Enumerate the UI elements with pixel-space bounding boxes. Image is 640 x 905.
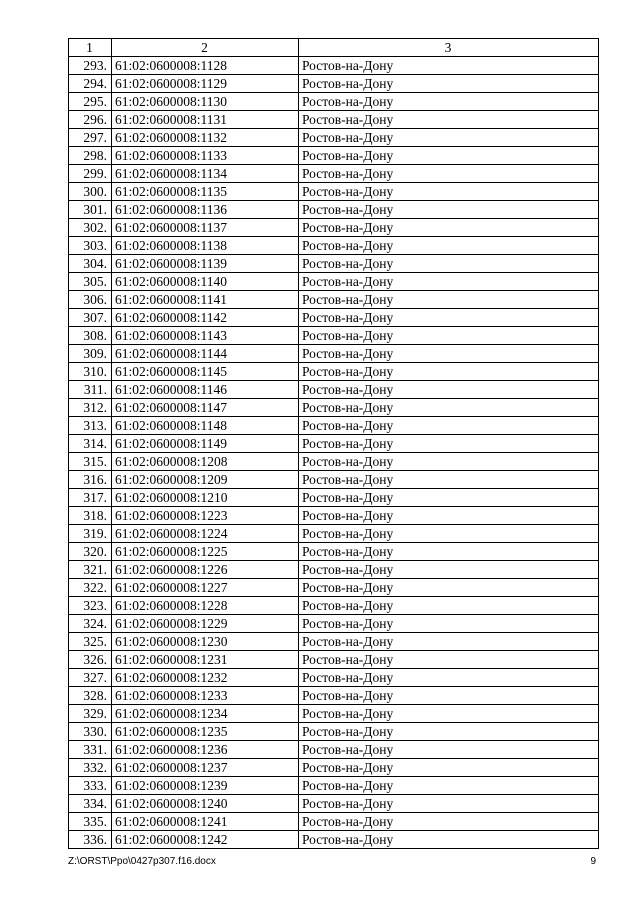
row-number-cell: 328. — [69, 687, 112, 705]
cadastral-number-cell: 61:02:0600008:1130 — [112, 93, 299, 111]
row-number-cell: 311. — [69, 381, 112, 399]
row-number-cell: 306. — [69, 291, 112, 309]
location-cell: Ростов-на-Дону — [299, 669, 599, 687]
row-number-cell: 314. — [69, 435, 112, 453]
table-row — [69, 147, 599, 165]
location-cell: Ростов-на-Дону — [299, 615, 599, 633]
row-number-cell: 321. — [69, 561, 112, 579]
table-row — [69, 579, 599, 597]
table-row — [69, 525, 599, 543]
location-cell: Ростов-на-Дону — [299, 633, 599, 651]
column-header-location: 3 — [299, 39, 599, 57]
location-cell: Ростов-на-Дону — [299, 471, 599, 489]
cadastral-number-cell: 61:02:0600008:1134 — [112, 165, 299, 183]
location-cell: Ростов-на-Дону — [299, 399, 599, 417]
row-number-cell: 307. — [69, 309, 112, 327]
location-cell: Ростов-на-Дону — [299, 687, 599, 705]
row-number-cell: 303. — [69, 237, 112, 255]
cadastral-number-cell: 61:02:0600008:1144 — [112, 345, 299, 363]
location-cell: Ростов-на-Дону — [299, 813, 599, 831]
location-cell: Ростов-на-Дону — [299, 417, 599, 435]
table-row — [69, 543, 599, 561]
location-cell: Ростов-на-Дону — [299, 507, 599, 525]
cadastral-number-cell: 61:02:0600008:1227 — [112, 579, 299, 597]
row-number-cell: 329. — [69, 705, 112, 723]
location-cell: Ростов-на-Дону — [299, 525, 599, 543]
table-row — [69, 129, 599, 147]
table-row — [69, 363, 599, 381]
table-body — [69, 57, 599, 849]
row-number-cell: 336. — [69, 831, 112, 849]
location-cell: Ростов-на-Дону — [299, 489, 599, 507]
table-row — [69, 237, 599, 255]
cadastral-number-cell: 61:02:0600008:1131 — [112, 111, 299, 129]
row-number-cell: 334. — [69, 795, 112, 813]
table-row — [69, 309, 599, 327]
table-row — [69, 183, 599, 201]
table-row — [69, 255, 599, 273]
location-cell: Ростов-на-Дону — [299, 777, 599, 795]
cadastral-number-cell: 61:02:0600008:1241 — [112, 813, 299, 831]
cadastral-number-cell: 61:02:0600008:1137 — [112, 219, 299, 237]
row-number-cell: 296. — [69, 111, 112, 129]
cadastral-number-cell: 61:02:0600008:1129 — [112, 75, 299, 93]
row-number-cell: 316. — [69, 471, 112, 489]
table-row — [69, 345, 599, 363]
location-cell: Ростов-на-Дону — [299, 345, 599, 363]
row-number-cell: 333. — [69, 777, 112, 795]
location-cell: Ростов-на-Дону — [299, 75, 599, 93]
row-number-cell: 322. — [69, 579, 112, 597]
row-number-cell: 335. — [69, 813, 112, 831]
cadastral-number-cell: 61:02:0600008:1226 — [112, 561, 299, 579]
row-number-cell: 325. — [69, 633, 112, 651]
row-number-cell: 323. — [69, 597, 112, 615]
row-number-cell: 293. — [69, 57, 112, 75]
location-cell: Ростов-на-Дону — [299, 201, 599, 219]
table-row — [69, 831, 599, 849]
table-row — [69, 723, 599, 741]
row-number-cell: 298. — [69, 147, 112, 165]
location-cell: Ростов-на-Дону — [299, 453, 599, 471]
table-row — [69, 741, 599, 759]
table-row — [69, 795, 599, 813]
cadastral-number-cell: 61:02:0600008:1143 — [112, 327, 299, 345]
table-row — [69, 705, 599, 723]
location-cell: Ростов-на-Дону — [299, 435, 599, 453]
location-cell: Ростов-на-Дону — [299, 237, 599, 255]
footer-page-number: 9 — [590, 856, 596, 867]
table-row — [69, 327, 599, 345]
table-row — [69, 57, 599, 75]
table-header-row — [69, 39, 599, 57]
cadastral-number-cell: 61:02:0600008:1210 — [112, 489, 299, 507]
cadastral-number-cell: 61:02:0600008:1145 — [112, 363, 299, 381]
table-row — [69, 381, 599, 399]
cadastral-number-cell: 61:02:0600008:1136 — [112, 201, 299, 219]
location-cell: Ростов-на-Дону — [299, 381, 599, 399]
row-number-cell: 299. — [69, 165, 112, 183]
cadastral-number-cell: 61:02:0600008:1237 — [112, 759, 299, 777]
cadastral-number-cell: 61:02:0600008:1138 — [112, 237, 299, 255]
cadastral-number-cell: 61:02:0600008:1230 — [112, 633, 299, 651]
row-number-cell: 312. — [69, 399, 112, 417]
row-number-cell: 308. — [69, 327, 112, 345]
cadastral-number-cell: 61:02:0600008:1128 — [112, 57, 299, 75]
row-number-cell: 332. — [69, 759, 112, 777]
table-row — [69, 615, 599, 633]
row-number-cell: 300. — [69, 183, 112, 201]
row-number-cell: 295. — [69, 93, 112, 111]
cadastral-number-cell: 61:02:0600008:1223 — [112, 507, 299, 525]
location-cell: Ростов-на-Дону — [299, 741, 599, 759]
location-cell: Ростов-на-Дону — [299, 723, 599, 741]
table-row — [69, 291, 599, 309]
table-row — [69, 453, 599, 471]
location-cell: Ростов-на-Дону — [299, 705, 599, 723]
location-cell: Ростов-на-Дону — [299, 579, 599, 597]
table-row — [69, 273, 599, 291]
location-cell: Ростов-на-Дону — [299, 273, 599, 291]
cadastral-number-cell: 61:02:0600008:1236 — [112, 741, 299, 759]
table-row — [69, 669, 599, 687]
footer-file-path: Z:\ORST\Ppo\0427p307.f16.docx — [68, 856, 216, 867]
table-row — [69, 111, 599, 129]
table-row — [69, 489, 599, 507]
cadastral-number-cell: 61:02:0600008:1239 — [112, 777, 299, 795]
row-number-cell: 327. — [69, 669, 112, 687]
cadastral-number-cell: 61:02:0600008:1133 — [112, 147, 299, 165]
location-cell: Ростов-на-Дону — [299, 327, 599, 345]
cadastral-number-cell: 61:02:0600008:1229 — [112, 615, 299, 633]
column-header-cadastral-number: 2 — [112, 39, 299, 57]
row-number-cell: 317. — [69, 489, 112, 507]
cadastral-number-cell: 61:02:0600008:1235 — [112, 723, 299, 741]
cadastral-number-cell: 61:02:0600008:1141 — [112, 291, 299, 309]
table-row — [69, 75, 599, 93]
location-cell: Ростов-на-Дону — [299, 111, 599, 129]
table-row — [69, 165, 599, 183]
cadastral-number-cell: 61:02:0600008:1224 — [112, 525, 299, 543]
location-cell: Ростов-на-Дону — [299, 651, 599, 669]
table-row — [69, 507, 599, 525]
row-number-cell: 320. — [69, 543, 112, 561]
table-row — [69, 813, 599, 831]
row-number-cell: 310. — [69, 363, 112, 381]
row-number-cell: 326. — [69, 651, 112, 669]
location-cell: Ростов-на-Дону — [299, 93, 599, 111]
location-cell: Ростов-на-Дону — [299, 183, 599, 201]
cadastral-number-cell: 61:02:0600008:1135 — [112, 183, 299, 201]
cadastral-number-cell: 61:02:0600008:1140 — [112, 273, 299, 291]
cadastral-number-cell: 61:02:0600008:1228 — [112, 597, 299, 615]
cadastral-table — [68, 38, 599, 849]
cadastral-number-cell: 61:02:0600008:1146 — [112, 381, 299, 399]
row-number-cell: 315. — [69, 453, 112, 471]
location-cell: Ростов-на-Дону — [299, 147, 599, 165]
table-row — [69, 417, 599, 435]
row-number-cell: 309. — [69, 345, 112, 363]
table-row — [69, 561, 599, 579]
cadastral-number-cell: 61:02:0600008:1231 — [112, 651, 299, 669]
cadastral-number-cell: 61:02:0600008:1132 — [112, 129, 299, 147]
cadastral-number-cell: 61:02:0600008:1234 — [112, 705, 299, 723]
location-cell: Ростов-на-Дону — [299, 309, 599, 327]
row-number-cell: 305. — [69, 273, 112, 291]
location-cell: Ростов-на-Дону — [299, 291, 599, 309]
location-cell: Ростов-на-Дону — [299, 561, 599, 579]
cadastral-number-cell: 61:02:0600008:1232 — [112, 669, 299, 687]
cadastral-number-cell: 61:02:0600008:1148 — [112, 417, 299, 435]
location-cell: Ростов-на-Дону — [299, 57, 599, 75]
column-header-number: 1 — [69, 39, 112, 57]
location-cell: Ростов-на-Дону — [299, 165, 599, 183]
table-row — [69, 759, 599, 777]
row-number-cell: 302. — [69, 219, 112, 237]
table-row — [69, 633, 599, 651]
location-cell: Ростов-на-Дону — [299, 543, 599, 561]
location-cell: Ростов-на-Дону — [299, 597, 599, 615]
location-cell: Ростов-на-Дону — [299, 795, 599, 813]
cadastral-number-cell: 61:02:0600008:1139 — [112, 255, 299, 273]
row-number-cell: 319. — [69, 525, 112, 543]
row-number-cell: 331. — [69, 741, 112, 759]
cadastral-number-cell: 61:02:0600008:1208 — [112, 453, 299, 471]
location-cell: Ростов-на-Дону — [299, 759, 599, 777]
table-row — [69, 651, 599, 669]
location-cell: Ростов-на-Дону — [299, 363, 599, 381]
cadastral-number-cell: 61:02:0600008:1242 — [112, 831, 299, 849]
table-row — [69, 597, 599, 615]
row-number-cell: 294. — [69, 75, 112, 93]
cadastral-number-cell: 61:02:0600008:1225 — [112, 543, 299, 561]
table-row — [69, 93, 599, 111]
table-row — [69, 435, 599, 453]
row-number-cell: 330. — [69, 723, 112, 741]
table-row — [69, 219, 599, 237]
cadastral-number-cell: 61:02:0600008:1240 — [112, 795, 299, 813]
row-number-cell: 304. — [69, 255, 112, 273]
row-number-cell: 324. — [69, 615, 112, 633]
row-number-cell: 301. — [69, 201, 112, 219]
cadastral-number-cell: 61:02:0600008:1149 — [112, 435, 299, 453]
table-row — [69, 399, 599, 417]
row-number-cell: 318. — [69, 507, 112, 525]
cadastral-number-cell: 61:02:0600008:1142 — [112, 309, 299, 327]
cadastral-number-cell: 61:02:0600008:1147 — [112, 399, 299, 417]
cadastral-number-cell: 61:02:0600008:1209 — [112, 471, 299, 489]
location-cell: Ростов-на-Дону — [299, 831, 599, 849]
location-cell: Ростов-на-Дону — [299, 255, 599, 273]
row-number-cell: 313. — [69, 417, 112, 435]
row-number-cell: 297. — [69, 129, 112, 147]
location-cell: Ростов-на-Дону — [299, 219, 599, 237]
table-row — [69, 471, 599, 489]
table-row — [69, 687, 599, 705]
table-row — [69, 777, 599, 795]
cadastral-number-cell: 61:02:0600008:1233 — [112, 687, 299, 705]
location-cell: Ростов-на-Дону — [299, 129, 599, 147]
table-row — [69, 201, 599, 219]
